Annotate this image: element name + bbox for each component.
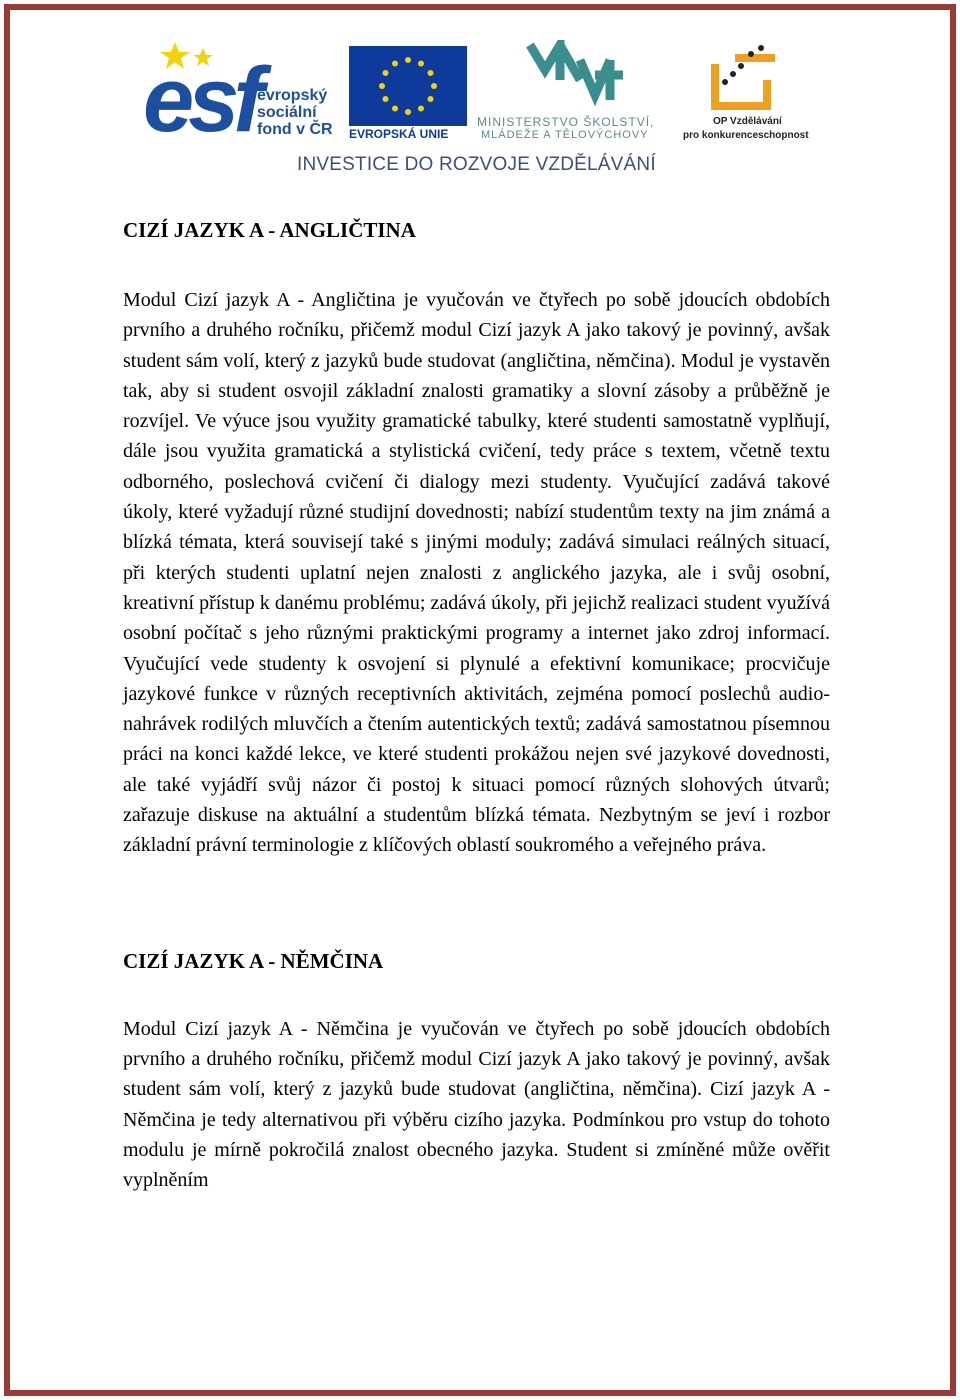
section-heading-anglictina: CIZÍ JAZYK A - ANGLIČTINA <box>123 218 416 242</box>
esf-sub-line: fond v ČR <box>257 120 333 138</box>
eu-flag-icon <box>349 46 467 126</box>
esf-sub-line: evropský <box>257 87 328 104</box>
section-heading-nemcina: CIZÍ JAZYK A - NĚMČINA <box>123 948 384 973</box>
section-paragraph-anglictina: Modul Cizí jazyk A - Angličtina je vyučován ve čtyřech po sobě jdoucích obdobích prvního a druhého ročníku, přičemž modul Cizí jazyk A jako takový je povinný, avšak student sám volí, který z jazyků bude studovat (angličtina, němčina). Modul je vystavěn tak, aby si student osvojil základní znalosti gramatiky a slovní zásoby a průběžně je rozvíjel. Ve výuce jsou využity gramatické tabulky, které studenti samostatně vyplňují, dále jsou využita gramatická a stylistická cvičení, tedy práce s textem, včetně textu odborného, poslechová cvičení či dialogy mezi studenty. Vyučující zadává takové úkoly, které vyžadují různé studijní dovednosti; nabízí studentům texty na jim známá a blízká témata, která souvisejí také s jinými moduly; zadává simulaci reálných situací, při kterých studenti uplatní nejen znalosti z anglického jazyka, ale i svůj osobní, kreativní přístup k danému problému; zadává úkoly, při jejichž realizaci student využívá osobní počítač s jeho různými praktickými programy a internet jako zdroj informací. Vyučující vede studenty k osvojení si plynulé a efektivní komunikace; procvičuje jazykové funkce v různých receptivních aktivitách, zejména pomocí poslechů audio-nahrávek rodilých mluvčích a čtením autentických textů; zadává samostatnou písemnou práci na konci každé lekce, ve které studenti prokážou nejen své jazykové dovednosti, ale také vyjádří svůj názor či postoj k situaci pomocí různých slohových útvarů; zařazuje diskuse na aktuální a studentům blízká témata. Nezbytným se jeví i rozbor základní právní terminologie z klíčových oblastí soukromého a veřejného práva. <box>123 289 830 857</box>
msmt-line-2: MLÁDEŽE A TĚLOVÝCHOVY <box>481 129 649 141</box>
esf-sub-line: sociální <box>257 103 317 121</box>
msmt-line-1: MINISTERSTVO ŠKOLSTVÍ, <box>477 115 655 129</box>
document-body <box>123 220 830 1195</box>
esf-logo <box>135 40 345 150</box>
msmt-logo-icon <box>525 40 625 110</box>
op-line-2: pro konkurenceschopnost <box>683 130 809 141</box>
esf-subtitle <box>257 88 333 138</box>
eu-label: EVROPSKÁ UNIE <box>349 127 449 141</box>
op-logo-icon <box>707 44 787 114</box>
tagline: INVESTICE DO ROZVOJE VZDĚLÁVÁNÍ <box>297 154 656 175</box>
header-logos <box>135 40 825 180</box>
esf-logo-text: esf <box>143 49 258 151</box>
section-paragraph-nemcina: Modul Cizí jazyk A - Němčina je vyučován ve čtyřech po sobě jdoucích obdobích prvního a druhého ročníku, přičemž modul Cizí jazyk A jako takový je povinný, avšak student sám volí, který z jazyků bude studovat (angličtina, němčina). Cizí jazyk A - Němčina je tedy alternativou při výběru cizího jazyka. Podmínkou pro vstup do tohoto modulu je mírně pokročilá znalost obecného jazyka. Student si zmíněné může ověřit vyplněním <box>123 1017 830 1192</box>
op-line-1: OP Vzdělávání <box>713 116 782 127</box>
